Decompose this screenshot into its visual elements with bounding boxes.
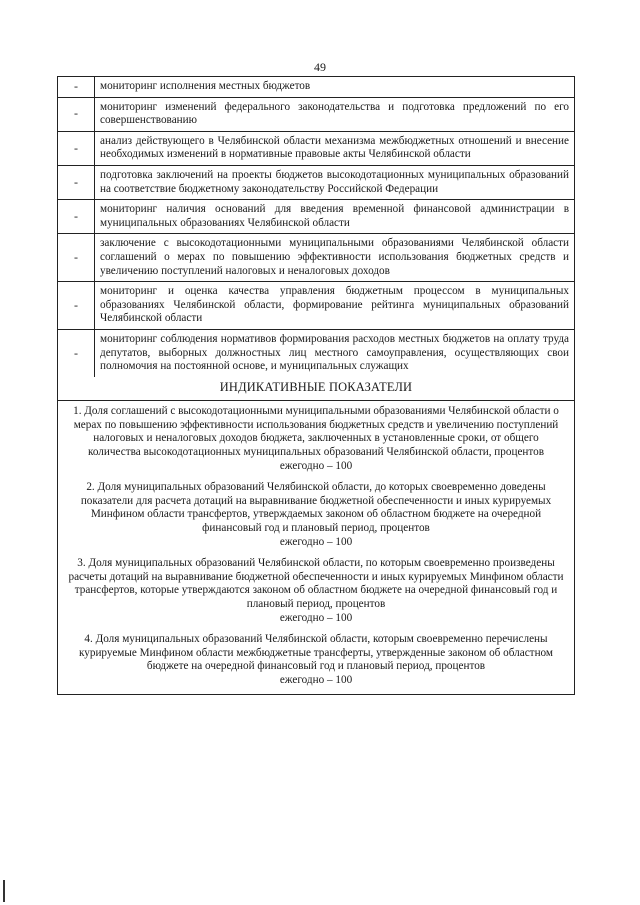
activity-row	[58, 98, 574, 132]
activity-row	[58, 200, 574, 234]
activities-table	[57, 76, 575, 695]
activity-row	[58, 132, 574, 166]
activity-row	[58, 166, 574, 200]
activity-cell	[95, 132, 574, 165]
indicators-header-row	[58, 377, 574, 402]
activity-text: мониторинг исполнения местных бюджетов	[100, 80, 311, 92]
activity-cell	[95, 282, 574, 329]
indicator-item	[68, 481, 564, 549]
activity-bullet: -	[58, 200, 95, 233]
page-number: 49	[314, 60, 326, 74]
activity-row	[58, 234, 574, 282]
activity-cell	[95, 166, 574, 199]
activity-bullet: -	[58, 282, 95, 329]
activity-text: мониторинг изменений федерального законодательства и подготовка предложений по его совершенствованию	[100, 100, 569, 127]
activity-cell	[95, 77, 574, 97]
activity-cell	[95, 234, 574, 281]
activity-text: мониторинг и оценка качества управления бюджетным процессом в муниципальных образованиях Челябинской области, формирование рейтинга муниципальных образований Челябинской области	[100, 285, 569, 325]
indicators-header: ИНДИКАТИВНЫЕ ПОКАЗАТЕЛИ	[219, 379, 413, 394]
scan-edge-mark	[3, 880, 5, 902]
indicator-value: ежегодно – 100	[279, 459, 353, 472]
indicator-item	[68, 633, 564, 687]
activity-text: анализ действующего в Челябинской области механизма межбюджетных отношений и внесение необходимых изменений в нормативные правовые акты Челябинской области	[100, 134, 569, 161]
indicator-value: ежегодно – 100	[279, 673, 353, 686]
activity-bullet: -	[58, 166, 95, 199]
indicator-text: 2. Доля муниципальных образований Челябинской области, до которых своевременно доведены показатели для расчета дотаций на выравнивание бюджетной обеспеченности и иных курируемых Минфином области трансфертов, утверждаемых законом об областном бюджете на очередной финансовый год и плановый период, процентов	[80, 481, 552, 535]
activity-row	[58, 330, 574, 377]
activity-cell	[95, 200, 574, 233]
activity-text: заключение с высокодотационными муниципальными образованиями Челябинской области соглашений о мерах по повышению эффективности использования бюджетных средств и увеличению поступлений налоговых и неналоговых доходов	[100, 237, 569, 277]
activity-text: подготовка заключений на проекты бюджетов высокодотационных муниципальных образований на соответствие бюджетному законодательству Российской Федерации	[100, 168, 569, 195]
activity-row	[58, 282, 574, 330]
activity-bullet: -	[58, 330, 95, 377]
indicator-item	[68, 557, 564, 625]
indicators-row	[58, 401, 574, 693]
activity-cell	[95, 98, 574, 131]
indicator-list	[58, 401, 574, 693]
activity-bullet: -	[58, 98, 95, 131]
activity-text: мониторинг соблюдения нормативов формирования расходов местных бюджетов на оплату труда депутатов, выборных должностных лиц местного самоуправления, осуществляющих свои полномочия на постоянной основе, и муниципальных служащих	[100, 332, 569, 373]
activity-row	[58, 77, 574, 98]
activity-bullet: -	[58, 132, 95, 165]
indicator-value: ежегодно – 100	[279, 611, 353, 624]
activity-bullet: -	[58, 234, 95, 281]
indicator-item	[68, 405, 564, 473]
indicator-value: ежегодно – 100	[279, 535, 353, 548]
indicator-text: 4. Доля муниципальных образований Челябинской области, которым своевременно перечислены курируемые Минфином области межбюджетные трансферты, утвержденные законом об областном бюджете на очередной финансовый год и плановый период, процентов	[78, 633, 554, 673]
activity-cell	[95, 330, 574, 377]
indicator-text: 3. Доля муниципальных образований Челябинской области, по которым своевременно произведены расчеты дотаций на выравнивание бюджетной обеспеченности и иных курируемых Минфином области трансфертов, которые утверждаются законом об областном бюджете на очередной финансовый год и плановый период, процентов	[68, 557, 564, 610]
activity-rows	[58, 77, 574, 377]
activity-bullet: -	[58, 77, 95, 97]
activity-text: мониторинг наличия оснований для введения временной финансовой администрации в муниципальных образованиях Челябинской области	[100, 203, 569, 229]
indicator-text: 1. Доля соглашений с высокодотационными муниципальными образованиями Челябинской области о мерах по повышению эффективности использования бюджетных средств и увеличению поступлений налоговых и неналоговых доходов бюджета, заключенных в установленные сроки, от общего количества высокодотационных муниципальных образований Челябинской области, процентов	[73, 405, 559, 459]
